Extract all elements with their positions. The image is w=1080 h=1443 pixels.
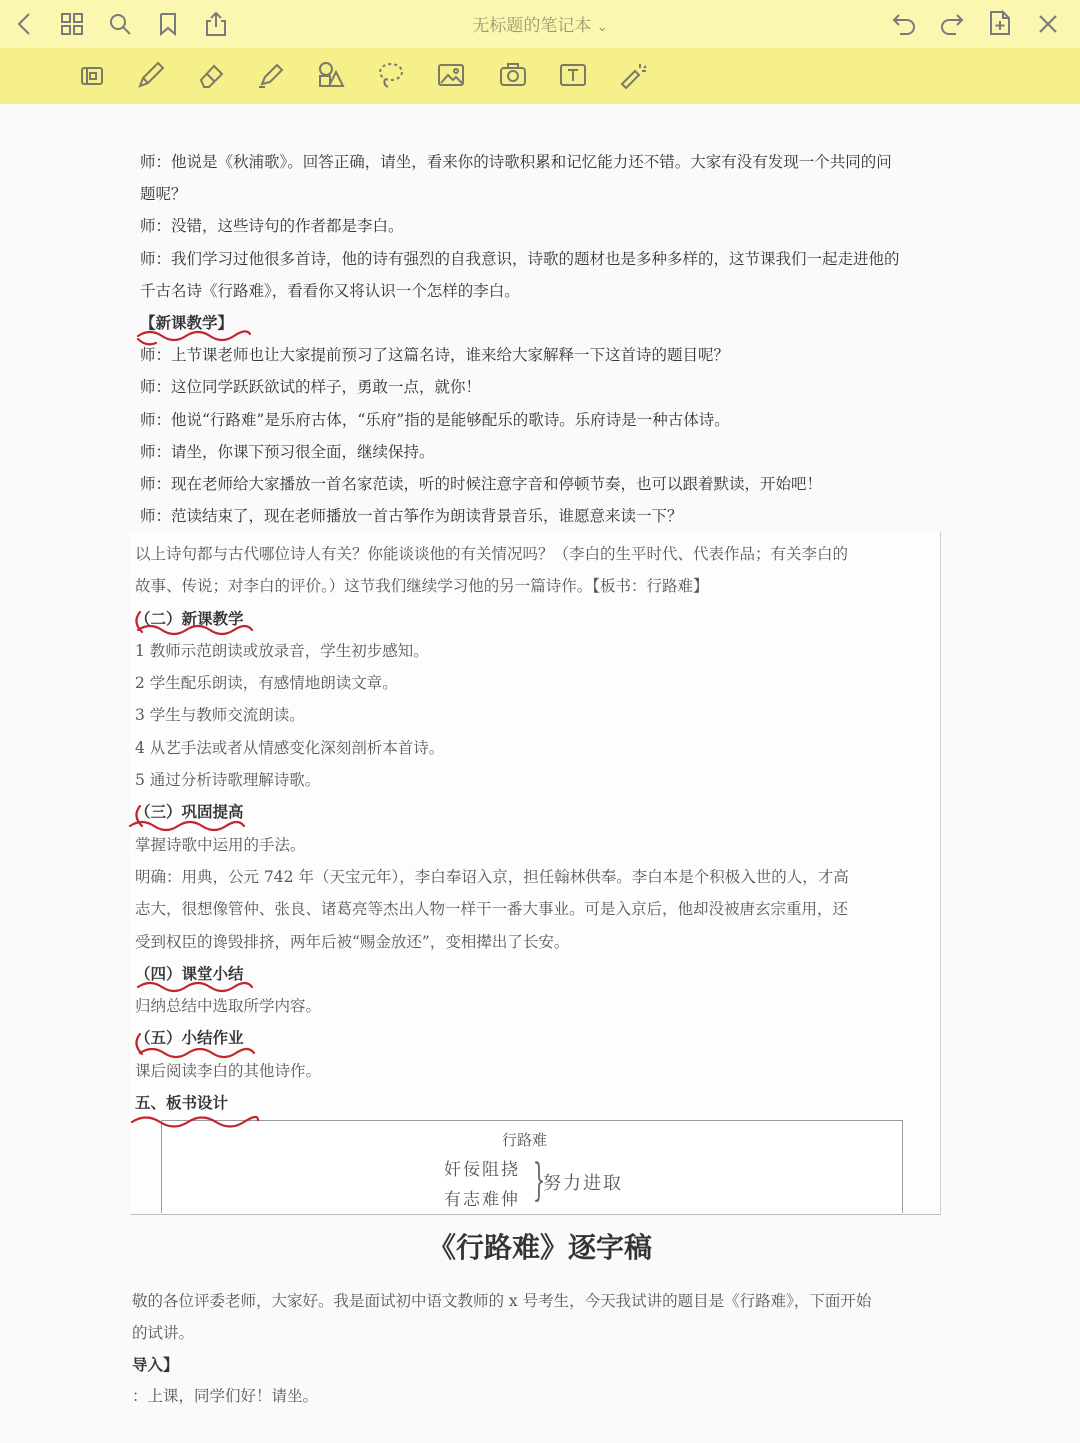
- section-heading: 【新课教学】: [140, 313, 234, 333]
- text-line: 师：现在老师给大家播放一首名家范读，听的时候注意字音和停顿节奏，也可以跟着默读，开始吧！: [140, 475, 823, 494]
- text-line: 1 教师示范朗读或放录音，学生初步感知。: [135, 641, 429, 660]
- text-line: 5 通过分析诗歌理解诗歌。: [135, 771, 321, 790]
- board-title: 行路难: [502, 1131, 548, 1149]
- text-line: 明确：用典，公元 742 年（天宝元年），李白奉诏入京，担任翰林供奉。李白本是个积极入世的人，才高: [135, 867, 849, 886]
- document-section-1: [140, 146, 970, 532]
- redo-icon[interactable]: [938, 10, 966, 38]
- undo-icon[interactable]: [890, 10, 918, 38]
- text-line: 3 学生与教师交流朗读。: [135, 706, 305, 725]
- text-line: 课后阅读李白的其他诗作。: [135, 1061, 322, 1080]
- bookmark-icon[interactable]: [154, 10, 182, 38]
- script-title: 《行路难》逐字稿: [427, 1231, 652, 1264]
- section-heading: （三）巩固提高: [135, 802, 244, 822]
- text-line: 4 从艺手法或者从情感变化深刻剖析本首诗。: [135, 738, 445, 757]
- page-layout-icon[interactable]: [76, 60, 108, 92]
- text-line: 故事、传说；对李白的评价。）这节我们继续学习他的另一篇诗作。【板书：行路难】: [135, 577, 709, 596]
- brace-glyph: }: [532, 1155, 546, 1206]
- camera-tool-icon[interactable]: [496, 58, 530, 92]
- lasso-tool-icon[interactable]: [374, 58, 408, 92]
- text-line: 师：上节课老师也让大家提前预习了这篇名诗，谁来给大家解释一下这首诗的题目呢？: [140, 346, 730, 365]
- text-line: 千古名诗《行路难》，看看你又将认识一个怎样的李白。: [140, 281, 520, 300]
- text-line: 敬的各位评委老师，大家好。我是面试初中语文教师的 x 号考生，今天我试讲的题目是《行路难》，下面开始: [132, 1292, 872, 1310]
- drawing-toolbar: [0, 48, 1080, 104]
- text-line: ：上课，同学们好！请坐。: [132, 1386, 319, 1405]
- grid-view-icon[interactable]: [58, 10, 86, 38]
- document-section-3: [132, 1286, 962, 1412]
- search-icon[interactable]: [106, 10, 134, 38]
- eraser-tool-icon[interactable]: [194, 58, 228, 92]
- document-section-2: [135, 538, 935, 1119]
- pen-tool-icon[interactable]: [134, 58, 168, 92]
- text-line: 志大，很想像管仲、张良、诸葛亮等杰出人物一样干一番大事业。可是入京后，他却没被唐玄宗重用，还: [135, 900, 849, 919]
- notebook-title[interactable]: [440, 11, 640, 36]
- top-bar: [0, 0, 1080, 48]
- text-line: 掌握诗歌中运用的手法。: [135, 835, 306, 854]
- text-line: 导入】: [132, 1355, 179, 1374]
- section-heading: （二）新课教学: [135, 608, 244, 628]
- notebook-title-text: 无标题的笔记本: [472, 16, 592, 36]
- text-line: 师：范读结束了，现在老师播放一首古筝作为朗读背景音乐，谁愿意来读一下？: [140, 507, 683, 526]
- back-icon[interactable]: [10, 10, 38, 38]
- text-tool-icon[interactable]: [556, 58, 590, 92]
- add-page-icon[interactable]: [986, 8, 1014, 38]
- section-heading: （四）课堂小结: [135, 963, 244, 983]
- board-line-1: 奸佞阻挠: [444, 1160, 520, 1180]
- board-design-box: [161, 1120, 903, 1213]
- text-line: 以上诗句都与古代哪位诗人有关？你能谈谈他的有关情况吗？（李白的生平时代、代表作品；有关李白的: [135, 545, 849, 563]
- text-line: 师：这位同学跃跃欲试的样子，勇敢一点，就你！: [140, 378, 482, 397]
- close-icon[interactable]: [1034, 10, 1062, 38]
- board-conclusion: 努力进取: [543, 1173, 623, 1194]
- laser-pointer-icon[interactable]: [616, 58, 650, 92]
- text-line: 师：我们学习过他很多首诗，他的诗有强烈的自我意识，诗歌的题材也是多种多样的，这节课我们一起走进他的: [140, 249, 900, 268]
- text-line: 师：他说“行路难”是乐府古体，“乐府”指的是能够配乐的歌诗。乐府诗是一种古体诗。: [140, 410, 730, 429]
- text-line: 受到权臣的谗毁排挤，两年后被“赐金放还”，变相撵出了长安。: [135, 932, 570, 951]
- text-line: 师：他说是《秋浦歌》。回答正确，请坐，看来你的诗歌积累和记忆能力还不错。大家有没有发现一个共同的问: [140, 153, 892, 171]
- shapes-tool-icon[interactable]: [314, 58, 348, 92]
- text-line: 归纳总结中选取所学内容。: [135, 997, 322, 1016]
- section-heading: 五、板书设计: [135, 1093, 229, 1113]
- chevron-down-icon: ⌄: [596, 20, 608, 35]
- section-heading: （五）小结作业: [135, 1028, 244, 1048]
- text-line: 题呢？: [140, 185, 187, 204]
- text-line: 的试讲。: [132, 1323, 195, 1342]
- text-line: 师：请坐，你课下预习很全面，继续保持。: [140, 442, 435, 461]
- image-tool-icon[interactable]: [434, 58, 468, 92]
- highlighter-tool-icon[interactable]: [254, 58, 288, 92]
- share-icon[interactable]: [202, 10, 230, 38]
- board-line-2: 有志难伸: [444, 1190, 520, 1210]
- text-line: 2 学生配乐朗读，有感情地朗读文章。: [135, 674, 398, 693]
- text-line: 师：没错，这些诗句的作者都是李白。: [140, 217, 404, 236]
